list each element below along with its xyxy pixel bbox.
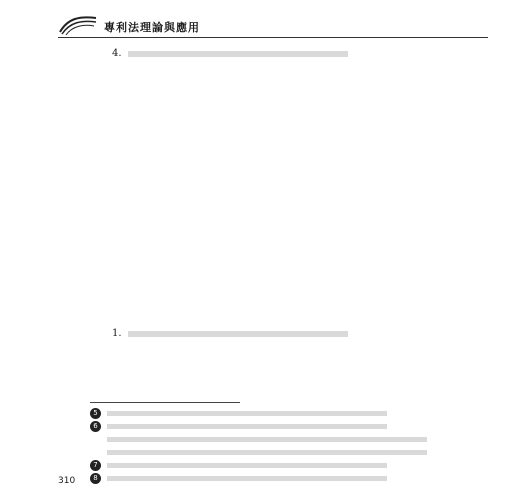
- page-number: 310: [58, 476, 76, 486]
- text-line: [90, 210, 470, 226]
- text-line: [112, 342, 470, 358]
- footnote-text: [107, 476, 387, 481]
- footnote-continuation: [90, 434, 470, 447]
- footnote-number: 8: [90, 473, 101, 484]
- footnotes: [90, 408, 470, 486]
- text-line: [90, 226, 470, 242]
- text-line: [112, 66, 470, 82]
- text-line: [90, 146, 470, 162]
- swoosh-logo-icon: [58, 12, 98, 38]
- text-line: [90, 374, 470, 390]
- footnote: [90, 473, 470, 486]
- footnote-text: [107, 463, 387, 468]
- text-line: [128, 51, 348, 57]
- text-line: [90, 178, 470, 194]
- footnote-rule: [90, 402, 240, 403]
- footnote-number: 7: [90, 460, 101, 471]
- text-line: [90, 114, 470, 130]
- footnote-number: 5: [90, 408, 101, 419]
- text-line: [90, 130, 470, 146]
- text-line: [90, 390, 470, 406]
- text-line: [90, 82, 470, 98]
- header-rule: [58, 37, 488, 38]
- page-header: [58, 12, 488, 38]
- text-line: [90, 242, 470, 258]
- text-line: [128, 331, 348, 337]
- text-line: [90, 194, 470, 210]
- body-text: [90, 46, 470, 422]
- text-line: [90, 310, 390, 326]
- footnote-continuation: [90, 447, 470, 460]
- footnote: [90, 460, 470, 473]
- list-item-heading: [112, 326, 412, 342]
- text-line: [90, 98, 470, 114]
- header-title: 專利法理論與應用: [104, 21, 200, 34]
- text-line: [90, 258, 470, 274]
- list-marker: 4.: [112, 48, 122, 59]
- text-line: [90, 358, 470, 374]
- list-marker: 1.: [112, 328, 122, 339]
- footnote-number: 6: [90, 421, 101, 432]
- footnote-text: [107, 437, 427, 442]
- footnote-text: [107, 424, 387, 429]
- text-line: [90, 274, 390, 290]
- footnote: [90, 408, 470, 421]
- list-item-heading: [112, 46, 412, 62]
- footnote-text: [107, 450, 427, 455]
- footnote: [90, 421, 470, 434]
- footnote-text: [107, 411, 387, 416]
- text-line: [112, 294, 470, 310]
- text-line: [90, 162, 470, 178]
